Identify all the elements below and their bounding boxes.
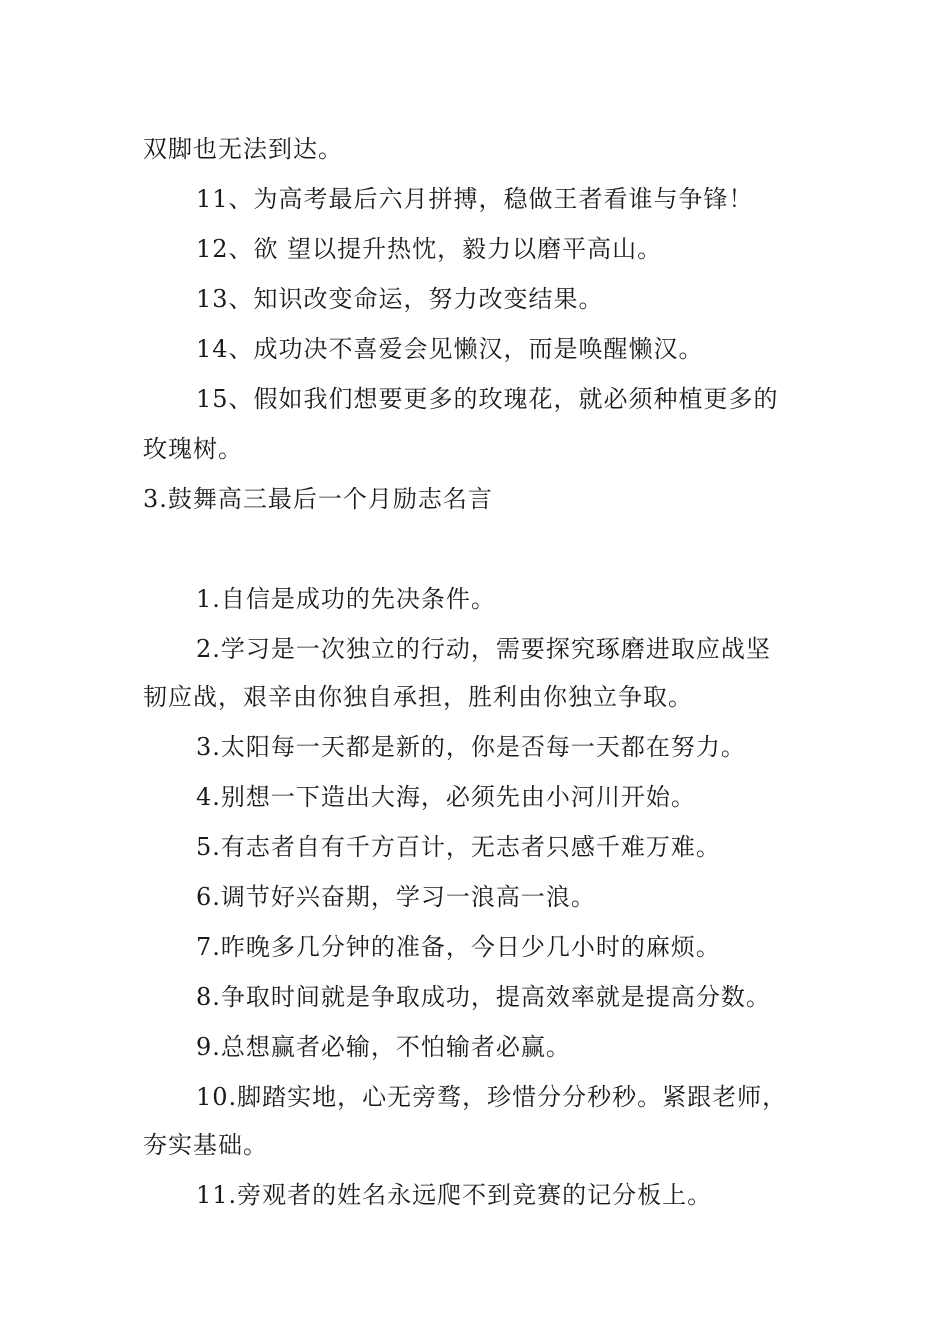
text-line: 韧应战，艰辛由你独自承担，胜利由你独立争取。 [143,683,693,711]
text-line: 6.调节好兴奋期，学习一浪高一浪。 [196,883,596,911]
text-line: 12、欲 望以提升热忱，毅力以磨平高山。 [196,235,663,263]
section-heading: 3.鼓舞高三最后一个月励志名言 [143,485,493,513]
text-line: 夯实基础。 [143,1131,268,1159]
text-line: 7.昨晚多几分钟的准备，今日少几小时的麻烦。 [196,933,721,961]
text-line: 4.别想一下造出大海，必须先由小河川开始。 [196,783,696,811]
text-line: 玫瑰树。 [143,435,243,463]
text-line: 5.有志者自有千方百计，无志者只感千难万难。 [196,833,721,861]
text-line: 15、假如我们想要更多的玫瑰花，就必须种植更多的 [196,385,779,413]
text-line: 11、为高考最后六月拼搏，稳做王者看谁与争锋！ [196,185,754,213]
text-line: 11.旁观者的姓名永远爬不到竞赛的记分板上。 [196,1181,713,1209]
text-line: 10.脚踏实地，心无旁骛，珍惜分分秒秒。紧跟老师， [196,1083,788,1111]
text-line: 14、成功决不喜爱会见懒汉，而是唤醒懒汉。 [196,335,704,363]
text-line: 2.学习是一次独立的行动，需要探究琢磨进取应战坚 [196,635,771,663]
text-line: 8.争取时间就是争取成功，提高效率就是提高分数。 [196,983,771,1011]
text-line: 1.自信是成功的先决条件。 [196,585,496,613]
text-line: 9.总想赢者必输，不怕输者必赢。 [196,1033,571,1061]
text-line: 双脚也无法到达。 [143,135,343,163]
text-line: 3.太阳每一天都是新的，你是否每一天都在努力。 [196,733,746,761]
text-line: 13、知识改变命运，努力改变结果。 [196,285,604,313]
